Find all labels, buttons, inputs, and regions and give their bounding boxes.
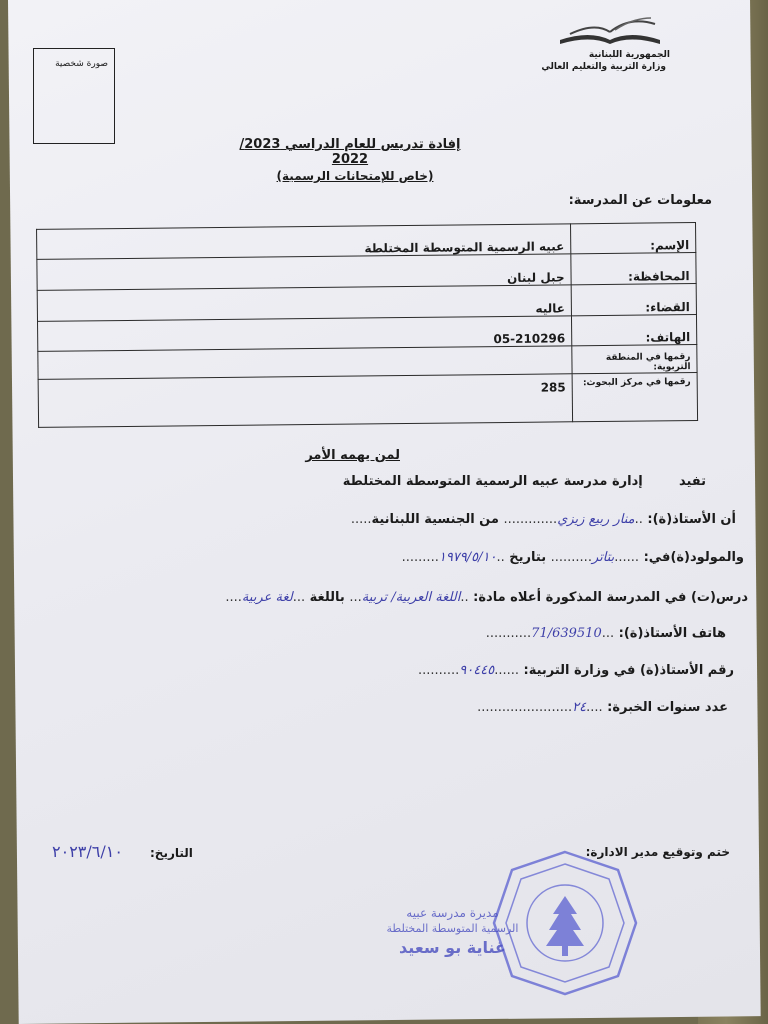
language-label: باللغة [309,590,345,605]
governorate-value: جبل لبنان [37,254,571,291]
certifies-word: تفيد [678,474,706,489]
table-row [38,372,697,427]
teacher-phone-line: هاتف الأستاذ(ة): ...71/639510........... [485,626,726,641]
subject-line: درس(ت) في المدرسة المذكورة أعلاه مادة: ..اللغة العربية/ تربية... باللغة ...لغة عربية.... [225,590,748,605]
birth-line: والمولود(ة)في: ......بتاتر.......... بتاريخ ..١٩٧٩/٥/١٠......... [401,550,744,565]
ministry-number-line: رقم الأستاذ(ة) في وزارة التربية: ......٩٠٤٤٥.......... [417,663,734,678]
teacher-label: أن الأستاذ(ة): [647,512,736,527]
teacher-phone-value: 71/639510 [531,626,602,641]
ministry-text: وزارة التربية والتعليم العالي [541,62,666,72]
date-value: ٢٠٢٣/٦/١٠ [52,842,123,861]
name-value: عبيه الرسمية المتوسطة المختلطة [37,224,571,260]
certifies-line [343,474,706,489]
republic-text: الجمهورية اللبنانية [588,50,670,60]
born-label: والمولود(ة)في: [643,550,744,565]
experience-line: عدد سنوات الخبرة: ....٢٤....................... [477,700,728,715]
ministry-book-logo [555,10,665,54]
nationality-text: من الجنسية اللبنانية [371,512,499,527]
date-label: التاريخ: [150,846,193,860]
research-center-number-value: 285 [38,374,572,428]
personal-photo-box [33,48,115,144]
ministry-number-label: رقم الأستاذ(ة) في وزارة التربية: [523,663,734,678]
language-value: لغة عربية [241,590,293,605]
principal-signature [355,905,550,1005]
school-info-heading: معلومات عن المدرسة: [568,193,712,208]
stamp-signature-label: ختم وتوقيع مدير الادارة: [585,845,730,859]
experience-label: عدد سنوات الخبرة: [607,700,728,715]
signature-name: غناية بو سعيد [399,938,506,957]
district-value: عاليه [37,285,571,322]
teacher-line: أن الأستاذ(ة): ..منار ربيع زيزي............. من الجنسية اللبنانية..... [350,512,736,527]
phone-label: الهاتف: [571,315,696,346]
certificate-subtitle: (خاص للإمتحانات الرسمية) [276,169,434,183]
teacher-name: منار ربيع زيزي [557,512,635,527]
born-date: ١٩٧٩/٥/١٠ [438,550,497,565]
signature-title: مديرة مدرسة عبيه [406,906,499,920]
born-date-label: بتاريخ [509,550,547,565]
experience-value: ٢٤ [572,700,587,715]
signature-school: الرسمية المتوسطة المختلطة [386,922,519,935]
governorate-label: المحافظة: [571,253,696,285]
administration-text: إدارة مدرسة عبيه الرسمية المتوسطة المختلطة [342,474,643,489]
research-center-number-label: رقمها في مركز البحوث: [572,372,697,421]
taught-label: درس(ت) في المدرسة المذكورة أعلاه مادة: [473,590,748,605]
name-label: الإسم: [571,223,696,254]
district-label: القضاء: [571,284,696,316]
ministry-number-value: ٩٠٤٤٥ [459,663,495,678]
phone-value: 05-210296 [38,316,572,352]
subject-value: اللغة العربية/ تربية [361,590,461,605]
educational-zone-number-label: رقمها في المنطقة التربوية: [572,344,697,373]
born-place: بتاتر [591,550,615,565]
certificate-title: إفادة تدريس للعام الدراسي 2023/ 2022 [239,137,461,167]
teacher-phone-label: هاتف الأستاذ(ة): [618,626,726,641]
photo-label: صورة شخصية [55,59,108,69]
to-whom-it-may-concern: لمن يهمه الأمر [305,448,400,463]
school-info-table [36,222,698,428]
